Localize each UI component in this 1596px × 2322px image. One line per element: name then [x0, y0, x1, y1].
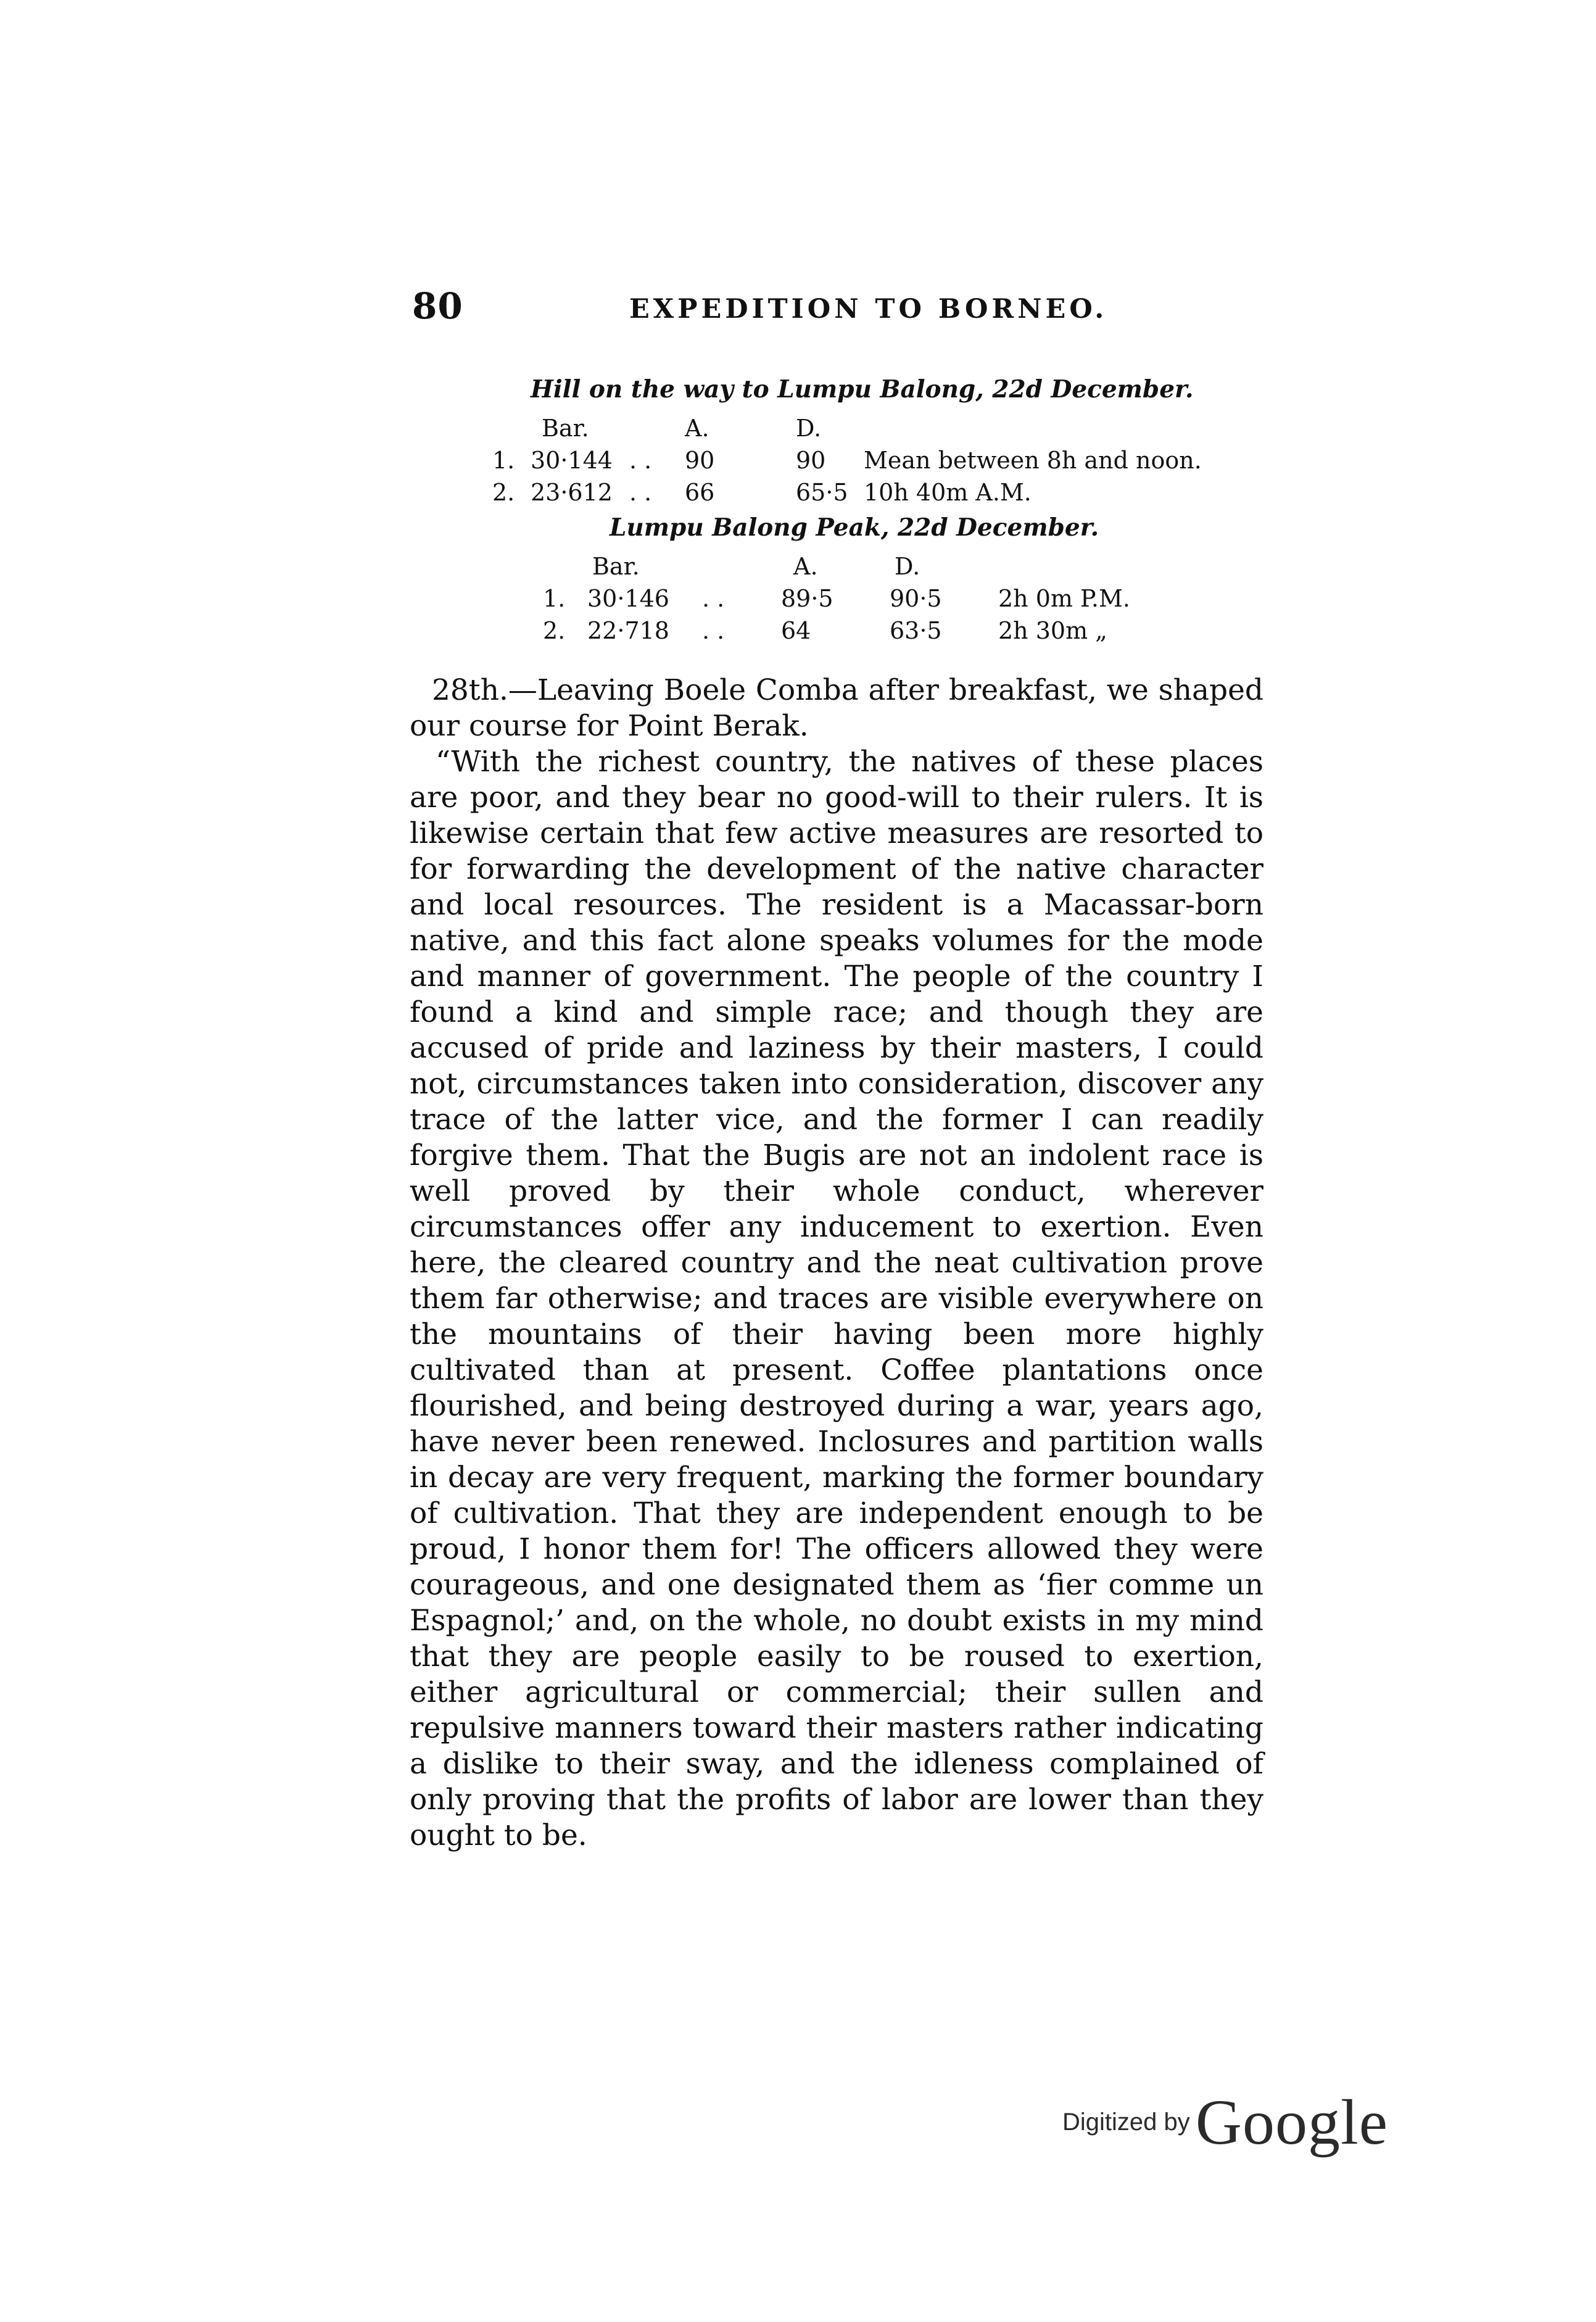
table-row: [543, 583, 1288, 615]
d-value: 65·5: [796, 479, 848, 506]
bar-value: 23·612: [531, 479, 613, 506]
column-a: A.: [793, 553, 818, 580]
row-note: 2h 30m „: [998, 617, 1107, 644]
paragraph: “With the richest country, the natives of these places are poor, and they bear no good-will to their rulers. It is likewise certain that few active measures are resorted to for forwarding the development of the native character and local resources. The resident is a Macassar-born native, and this fact alone speaks volumes for the mode and manner of government. The people of the country I found a kind and simple race; and though they are accused of pride and laziness by their masters, I could not, circumstances taken into consideration, discover any trace of the latter vice, and the former I can readily forgive them. That the Bugis are not an indolent race is well proved by their whole conduct, wherever circumstances offer any inducement to exertion. Even here, the cleared country and the neat cultivation prove them far otherwise; and traces are visible everywhere on the mountains of their having been more highly cultivated than at present. Coffee plantations once flourished, and being destroyed during a war, years ago, have never been renewed. Inclosures and partition walls in decay are very frequent, marking the former boundary of cultivation. That they are independent enough to be proud, I honor them for! The officers allowed they were courageous, and one designated them as ‘fier comme un Espagnol;’ and, on the whole, no doubt exists in my mind that they are people easily to be roused to exertion, either agricultural or commercial; their sullen and repulsive manners toward their masters rather indicating a dislike to their sway, and the idleness complained of only proving that the profits of labor are lower than they ought to be.: [410, 745, 1263, 1852]
digitized-by-watermark: [1062, 2086, 1388, 2159]
table-row: [543, 615, 1288, 647]
a-value: 90: [685, 447, 715, 474]
row-number: 1.: [543, 585, 566, 612]
row-note: 10h 40m A.M.: [864, 479, 1032, 506]
table-title: Lumpu Balong Peak, 22d December.: [610, 513, 1099, 542]
bar-value: 30·146: [587, 585, 669, 612]
row-number: 2.: [543, 617, 566, 644]
column-a: A.: [685, 415, 709, 442]
d-value: 63·5: [890, 617, 942, 644]
table-title: Hill on the way to Lumpu Balong, 22d December.: [531, 375, 1194, 404]
table-lumpu-balong-peak: [543, 513, 1288, 647]
table-header: [592, 550, 1288, 583]
column-d: D.: [796, 415, 822, 442]
column-d: D.: [895, 553, 920, 580]
row-note: Mean between 8h and noon.: [864, 447, 1202, 474]
row-note: 2h 0m P.M.: [998, 585, 1130, 612]
column-bar: Bar.: [542, 415, 589, 442]
column-bar: Bar.: [592, 553, 640, 580]
bar-value: 30·144: [531, 447, 613, 474]
leader-dots: . .: [702, 617, 725, 644]
paragraph: 28th.—Leaving Boele Comba after breakfast, we shaped our course for Point Berak.: [410, 673, 1263, 743]
a-value: 89·5: [781, 585, 833, 612]
table-hill-on-the-way: [492, 375, 1271, 508]
d-value: 90: [796, 447, 826, 474]
body-text: [410, 673, 1263, 1854]
leader-dots: . .: [702, 585, 725, 612]
page-number: 80: [412, 285, 463, 327]
leader-dots: . .: [629, 479, 652, 506]
row-number: 1.: [492, 447, 515, 474]
leader-dots: . .: [629, 447, 652, 474]
google-logo: Google: [1195, 2087, 1389, 2158]
row-number: 2.: [492, 479, 515, 506]
bar-value: 22·718: [587, 617, 669, 644]
table-row: [492, 476, 1271, 508]
a-value: 66: [685, 479, 715, 506]
table-header: [531, 412, 1271, 444]
a-value: 64: [781, 617, 811, 644]
digitized-by-label: Digitized by: [1062, 2108, 1190, 2136]
table-row: [492, 444, 1271, 476]
d-value: 90·5: [890, 585, 942, 612]
running-title: EXPEDITION TO BORNEO.: [629, 294, 1108, 325]
